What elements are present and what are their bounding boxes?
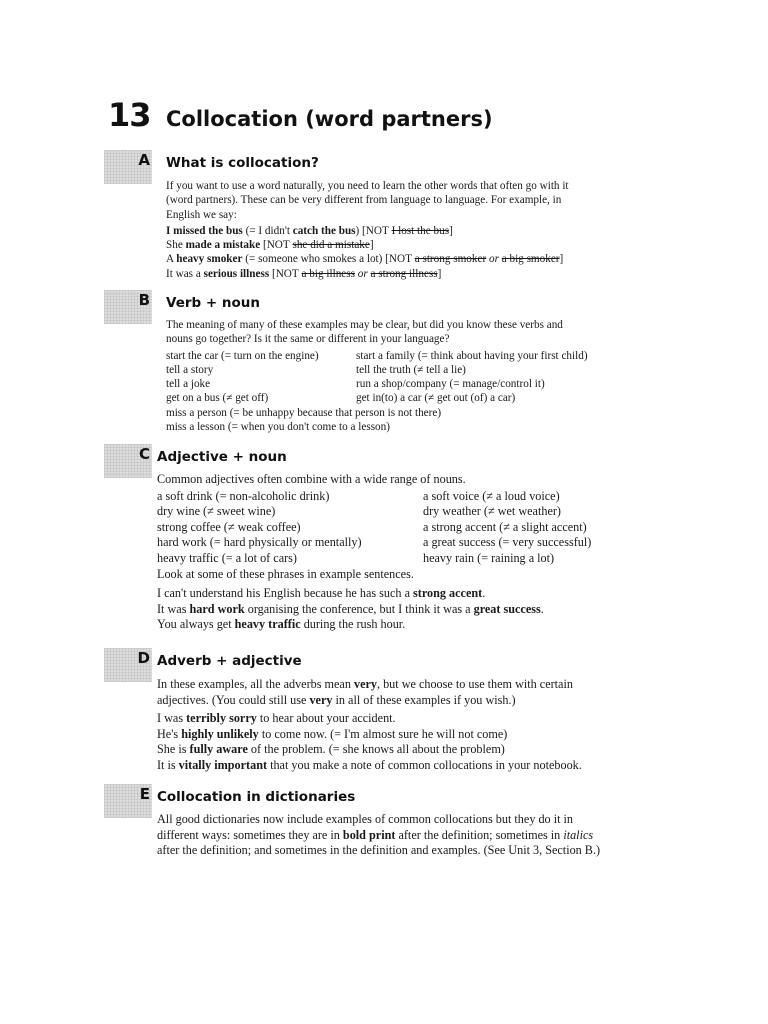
incorrect-form: a big smoker [501, 253, 560, 266]
example-line: She made a mistake [NOT she did a mistake] [166, 239, 374, 252]
section-d-badge [104, 648, 152, 682]
list-item: dry wine (≠ sweet wine) [157, 504, 276, 519]
collocation: vitally important [178, 757, 268, 772]
section-e-line: All good dictionaries now include examples of common collocations but they do it in [157, 812, 573, 826]
adjective-noun-right-column [423, 489, 591, 567]
example-line: I missed the bus (= I didn't catch the bus) [NOT I lost the bus] [166, 224, 453, 237]
section-a-title: What is collocation? [166, 155, 319, 171]
not-marker: NOT [388, 253, 412, 266]
section-e-title: Collocation in dictionaries [157, 789, 356, 805]
section-d-intro-line: adjectives. (You could still use very in all of these examples if you wish.) [157, 692, 516, 707]
example-sentence: It is vitally important that you make a note of common collocations in your notebook. [157, 757, 582, 772]
collocation: made a mistake [185, 239, 261, 252]
list-item: miss a person (= be unhappy because that person is not there) [166, 406, 442, 419]
section-c-intro: Common adjectives often combine with a wide range of nouns. [157, 472, 466, 486]
incorrect-form: a strong illness [370, 267, 438, 280]
verb-noun-left-column [166, 349, 356, 406]
section-d-intro-line: In these examples, all the adverbs mean very, but we choose to use them with certain [157, 677, 573, 691]
list-item: start the car (= turn on the engine) [166, 349, 319, 362]
collocation: terribly sorry [186, 711, 257, 726]
collocation: catch the bus [292, 224, 356, 237]
collocation: hard work [189, 601, 245, 616]
example-sentence: It was hard work organising the conference, but I think it was a great success. [157, 601, 544, 616]
verb-noun-columns [166, 349, 588, 406]
section-b-title: Verb + noun [166, 295, 261, 311]
list-item: heavy rain (= raining a lot) [423, 550, 555, 565]
list-item: heavy traffic (= a lot of cars) [157, 550, 297, 565]
unit-title: Collocation (word partners) [166, 107, 493, 131]
example-line: A heavy smoker (= someone who smokes a lot) [NOT a strong smoker or a big smoker] [166, 253, 564, 266]
adjective-noun-columns [157, 489, 591, 567]
list-item: tell the truth (≠ tell a lie) [356, 363, 466, 376]
section-d-letter: D [137, 649, 150, 667]
section-b-badge [104, 290, 152, 324]
section-a-intro-line: (word partners). These can be very different from language to language. For example, in [166, 194, 562, 207]
list-item: get on a bus (≠ get off) [166, 392, 269, 405]
list-item: a strong accent (≠ a slight accent) [423, 519, 587, 534]
list-item: a soft drink (= non-alcoholic drink) [157, 488, 330, 503]
section-d-title: Adverb + adjective [157, 653, 302, 669]
section-a-intro-line: If you want to use a word naturally, you need to learn the other words that often go with it [166, 180, 569, 192]
collocation: highly unlikely [181, 726, 259, 741]
unit-number: 13 [108, 96, 151, 134]
list-item: miss a lesson (= when you don't come to a lesson) [166, 421, 390, 434]
list-item: strong coffee (≠ weak coffee) [157, 519, 301, 534]
list-item: get in(to) a car (≠ get out (of) a car) [356, 392, 516, 405]
example-sentence: He's highly unlikely to come now. (= I'm almost sure he will not come) [157, 726, 508, 741]
section-a-body [166, 179, 569, 281]
list-item: tell a story [166, 363, 214, 376]
list-item: a great success (= very successful) [423, 535, 592, 550]
list-item: tell a joke [166, 378, 211, 391]
example-sentence: I was terribly sorry to hear about your accident. [157, 711, 396, 726]
section-e-line: after the definition; and sometimes in the definition and examples. (See Unit 3, Section B.) [157, 843, 601, 858]
collocation: fully aware [189, 742, 248, 757]
collocation: strong accent [413, 586, 483, 601]
collocation: serious illness [203, 267, 270, 280]
verb-noun-right-column [356, 349, 588, 406]
collocation: heavy traffic [234, 617, 301, 632]
section-e-line: different ways: sometimes they are in bold print after the definition; sometimes in italics [157, 827, 594, 842]
list-item: hard work (= hard physically or mentally) [157, 535, 362, 550]
section-a-badge [104, 150, 152, 184]
example-sentence: She is fully aware of the problem. (= she knows all about the problem) [157, 742, 505, 757]
unit-header [108, 96, 493, 134]
section-c-letter: C [138, 445, 150, 463]
example-sentence: I can't understand his English because he has such a strong accent. [157, 586, 486, 601]
section-a-letter: A [138, 151, 150, 169]
section-e-body [157, 812, 600, 859]
list-item: run a shop/company (= manage/control it) [356, 378, 545, 391]
section-e-badge [104, 784, 152, 818]
not-marker: NOT [275, 267, 299, 280]
example-line: It was a serious illness [NOT a big illness or a strong illness] [166, 267, 442, 280]
collocation: great success [473, 601, 541, 616]
incorrect-form: I lost the bus [391, 224, 450, 237]
collocation: I missed the bus [166, 224, 243, 237]
not-marker: NOT [266, 239, 290, 252]
section-c-title: Adjective + noun [157, 449, 287, 465]
adjective-noun-left-column [157, 489, 423, 567]
incorrect-form: a big illness [301, 267, 355, 280]
list-item: a soft voice (≠ a loud voice) [423, 488, 560, 503]
section-c-badge [104, 444, 152, 478]
incorrect-form: a strong smoker [414, 253, 487, 266]
section-b-intro-line: The meaning of many of these examples may be clear, but did you know these verbs and [166, 319, 563, 331]
section-e-letter: E [139, 785, 150, 803]
section-c-look: Look at some of these phrases in example sentences. [157, 566, 414, 581]
section-a-intro-line: English we say: [166, 208, 237, 221]
section-b-body [166, 318, 588, 434]
not-marker: NOT [365, 224, 389, 237]
section-c-body [157, 472, 591, 633]
list-item: start a family (= think about having your first child) [356, 349, 588, 362]
incorrect-form: she did a mistake [292, 239, 370, 252]
example-sentence: You always get heavy traffic during the rush hour. [157, 617, 406, 632]
section-d-body [157, 677, 582, 774]
section-b-letter: B [138, 291, 150, 309]
collocation: heavy smoker [176, 253, 243, 266]
section-b-intro-line: nouns go together? Is it the same or different in your language? [166, 333, 450, 346]
list-item: dry weather (≠ wet weather) [423, 504, 561, 519]
